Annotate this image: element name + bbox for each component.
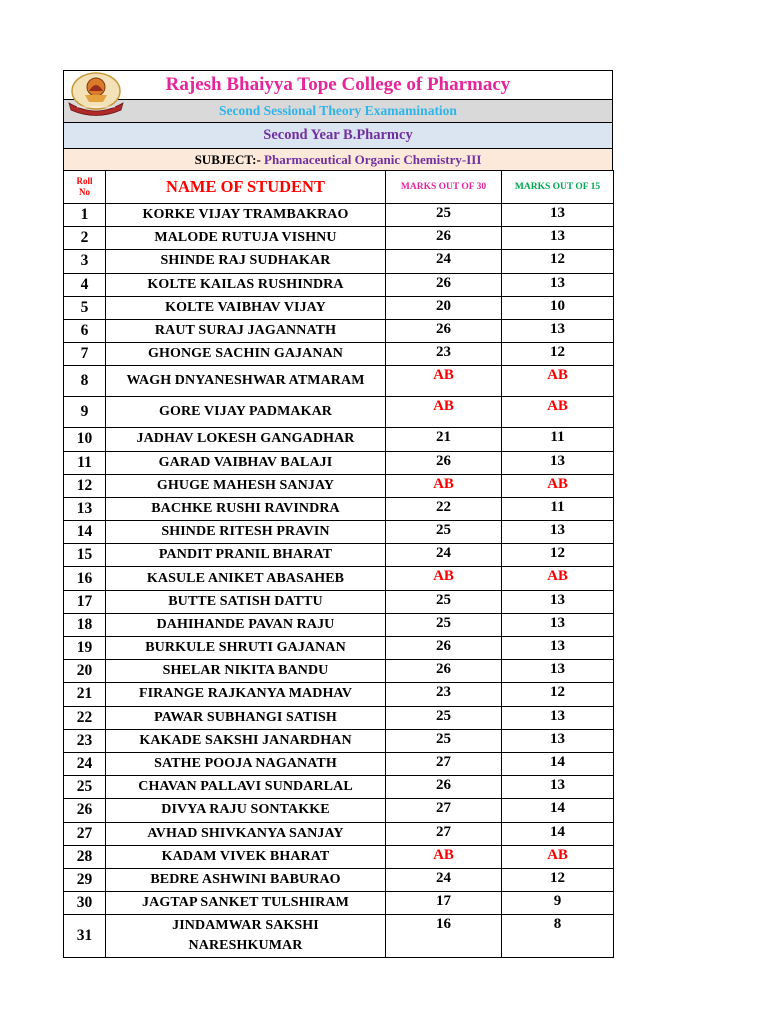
table-row	[64, 729, 614, 752]
student-name: BUTTE SATISH DATTU	[106, 590, 386, 613]
marks-out-of-30: 25	[386, 729, 502, 752]
table-row	[64, 296, 614, 319]
marks-out-of-30: 26	[386, 776, 502, 799]
student-name: KADAM VIVEK BHARAT	[106, 845, 386, 868]
student-name	[106, 915, 386, 958]
marks-out-of-15: 13	[502, 590, 614, 613]
marks-out-of-15: 14	[502, 799, 614, 822]
student-name: PANDIT PRANIL BHARAT	[106, 544, 386, 567]
table-row	[64, 497, 614, 520]
table-row	[64, 845, 614, 868]
table-row	[64, 752, 614, 775]
result-sheet	[63, 70, 613, 958]
marks-out-of-15: 12	[502, 250, 614, 273]
marks-out-of-30: 26	[386, 273, 502, 296]
marks15-header: MARKS OUT OF 15	[502, 171, 614, 204]
roll-number: 16	[64, 567, 106, 590]
table-row	[64, 776, 614, 799]
table-row	[64, 660, 614, 683]
marks-out-of-30: 16	[386, 915, 502, 958]
roll-number: 12	[64, 474, 106, 497]
student-name: RAUT SURAJ JAGANNATH	[106, 319, 386, 342]
marks-out-of-15: AB	[502, 474, 614, 497]
student-name: KORKE VIJAY TRAMBAKRAO	[106, 204, 386, 227]
roll-number: 6	[64, 319, 106, 342]
roll-number: 25	[64, 776, 106, 799]
table-row	[64, 683, 614, 706]
student-name: MALODE RUTUJA VISHNU	[106, 227, 386, 250]
marks-out-of-15: 12	[502, 683, 614, 706]
marks-out-of-30: AB	[386, 366, 502, 397]
marks-out-of-15: 10	[502, 296, 614, 319]
marks-out-of-30: 20	[386, 296, 502, 319]
marks-out-of-30: 26	[386, 451, 502, 474]
marks-out-of-30: 25	[386, 204, 502, 227]
roll-number: 13	[64, 497, 106, 520]
table-row	[64, 428, 614, 451]
student-name: FIRANGE RAJKANYA MADHAV	[106, 683, 386, 706]
marks-out-of-15: 13	[502, 706, 614, 729]
marks30-header: MARKS OUT OF 30	[386, 171, 502, 204]
student-name-line1: JINDAMWAR SAKSHI	[172, 918, 319, 934]
roll-number: 22	[64, 706, 106, 729]
marks-out-of-30: AB	[386, 845, 502, 868]
table-row	[64, 868, 614, 891]
marks-out-of-15: 13	[502, 227, 614, 250]
table-row	[64, 204, 614, 227]
roll-number: 31	[64, 915, 106, 958]
marks-out-of-30: 24	[386, 250, 502, 273]
marks-out-of-15: 13	[502, 521, 614, 544]
subject-line	[64, 149, 612, 170]
roll-number: 30	[64, 892, 106, 915]
roll-number: 10	[64, 428, 106, 451]
marks-out-of-30: AB	[386, 567, 502, 590]
table-row	[64, 227, 614, 250]
marks-out-of-30: 24	[386, 868, 502, 891]
marks-out-of-15: 13	[502, 613, 614, 636]
roll-number: 8	[64, 366, 106, 397]
student-name: AVHAD SHIVKANYA SANJAY	[106, 822, 386, 845]
marks-out-of-15: 11	[502, 428, 614, 451]
roll-number: 14	[64, 521, 106, 544]
marks-out-of-30: 25	[386, 521, 502, 544]
table-row	[64, 474, 614, 497]
marks-out-of-15: 13	[502, 729, 614, 752]
roll-number: 4	[64, 273, 106, 296]
table-row	[64, 706, 614, 729]
subject-name: Pharmaceutical Organic Chemistry-III	[264, 152, 482, 167]
table-row	[64, 822, 614, 845]
student-name: JAGTAP SANKET TULSHIRAM	[106, 892, 386, 915]
marks-out-of-30: 25	[386, 706, 502, 729]
roll-header	[64, 171, 106, 204]
student-name: JADHAV LOKESH GANGADHAR	[106, 428, 386, 451]
student-rows	[64, 204, 614, 958]
student-name: CHAVAN PALLAVI SUNDARLAL	[106, 776, 386, 799]
table-row	[64, 637, 614, 660]
table-row	[64, 250, 614, 273]
marks-out-of-15: 13	[502, 273, 614, 296]
marks-out-of-15: 14	[502, 822, 614, 845]
roll-number: 19	[64, 637, 106, 660]
roll-number: 9	[64, 397, 106, 428]
student-name: BACHKE RUSHI RAVINDRA	[106, 497, 386, 520]
marks-out-of-30: 27	[386, 799, 502, 822]
marks-out-of-15: 12	[502, 343, 614, 366]
roll-number: 18	[64, 613, 106, 636]
exam-title: Second Sessional Theory Examamination	[64, 99, 612, 122]
roll-header-line2: No	[79, 187, 90, 197]
name-header: NAME OF STUDENT	[106, 171, 386, 204]
student-name: GORE VIJAY PADMAKAR	[106, 397, 386, 428]
student-name: SHINDE RITESH PRAVIN	[106, 521, 386, 544]
student-name: DIVYA RAJU SONTAKKE	[106, 799, 386, 822]
roll-number: 3	[64, 250, 106, 273]
student-name: BURKULE SHRUTI GAJANAN	[106, 637, 386, 660]
marks-out-of-30: 24	[386, 544, 502, 567]
student-name: WAGH DNYANESHWAR ATMARAM	[106, 366, 386, 397]
marks-out-of-30: 26	[386, 319, 502, 342]
roll-number: 26	[64, 799, 106, 822]
roll-number: 29	[64, 868, 106, 891]
marks-out-of-30: 25	[386, 613, 502, 636]
marks-out-of-30: 17	[386, 892, 502, 915]
marks-out-of-30: 27	[386, 752, 502, 775]
marks-out-of-15: 12	[502, 868, 614, 891]
subject-label: SUBJECT:-	[194, 152, 261, 167]
table-row	[64, 451, 614, 474]
roll-header-line1: Roll	[76, 176, 93, 186]
student-name: KAKADE SAKSHI JANARDHAN	[106, 729, 386, 752]
roll-number: 23	[64, 729, 106, 752]
roll-number: 21	[64, 683, 106, 706]
table-row	[64, 590, 614, 613]
table-row	[64, 799, 614, 822]
student-name: SHELAR NIKITA BANDU	[106, 660, 386, 683]
roll-number: 11	[64, 451, 106, 474]
student-name: GARAD VAIBHAV BALAJI	[106, 451, 386, 474]
college-title: Rajesh Bhaiyya Tope College of Pharmacy	[64, 71, 612, 99]
table-row	[64, 915, 614, 958]
roll-number: 28	[64, 845, 106, 868]
marks-out-of-15: 13	[502, 776, 614, 799]
table-row	[64, 544, 614, 567]
marks-out-of-30: AB	[386, 474, 502, 497]
student-name: GHONGE SACHIN GAJANAN	[106, 343, 386, 366]
roll-number: 20	[64, 660, 106, 683]
roll-number: 2	[64, 227, 106, 250]
table-row	[64, 521, 614, 544]
marks-out-of-30: 21	[386, 428, 502, 451]
marks-table	[63, 170, 614, 958]
marks-out-of-30: 26	[386, 660, 502, 683]
marks-out-of-15: 11	[502, 497, 614, 520]
marks-out-of-30: 26	[386, 227, 502, 250]
marks-out-of-30: 23	[386, 343, 502, 366]
student-name: SHINDE RAJ SUDHAKAR	[106, 250, 386, 273]
marks-out-of-15: AB	[502, 845, 614, 868]
table-row	[64, 397, 614, 428]
marks-out-of-15: 12	[502, 544, 614, 567]
roll-number: 1	[64, 204, 106, 227]
marks-out-of-30: 22	[386, 497, 502, 520]
table-row	[64, 613, 614, 636]
roll-number: 5	[64, 296, 106, 319]
roll-number: 24	[64, 752, 106, 775]
roll-number: 7	[64, 343, 106, 366]
roll-number: 15	[64, 544, 106, 567]
student-name: KASULE ANIKET ABASAHEB	[106, 567, 386, 590]
table-row	[64, 319, 614, 342]
marks-out-of-30: 27	[386, 822, 502, 845]
student-name: KOLTE VAIBHAV VIJAY	[106, 296, 386, 319]
student-name: PAWAR SUBHANGI SATISH	[106, 706, 386, 729]
marks-out-of-30: AB	[386, 397, 502, 428]
marks-out-of-15: 9	[502, 892, 614, 915]
marks-out-of-15: 13	[502, 204, 614, 227]
student-name-line2: NARESHKUMAR	[188, 938, 303, 954]
table-row	[64, 343, 614, 366]
marks-out-of-15: 13	[502, 637, 614, 660]
marks-out-of-30: 23	[386, 683, 502, 706]
marks-out-of-30: 26	[386, 637, 502, 660]
student-name: SATHE POOJA NAGANATH	[106, 752, 386, 775]
marks-out-of-15: 14	[502, 752, 614, 775]
table-row	[64, 366, 614, 397]
student-name: GHUGE MAHESH SANJAY	[106, 474, 386, 497]
marks-out-of-15: AB	[502, 567, 614, 590]
table-row	[64, 567, 614, 590]
marks-out-of-15: 13	[502, 451, 614, 474]
marks-out-of-15: 13	[502, 319, 614, 342]
roll-number: 27	[64, 822, 106, 845]
marks-out-of-15: 13	[502, 660, 614, 683]
sheet-header	[63, 70, 613, 170]
student-name: BEDRE ASHWINI BABURAO	[106, 868, 386, 891]
student-name: KOLTE KAILAS RUSHINDRA	[106, 273, 386, 296]
year-title: Second Year B.Pharmcy	[64, 122, 612, 149]
table-row	[64, 273, 614, 296]
marks-out-of-15: AB	[502, 366, 614, 397]
student-name: DAHIHANDE PAVAN RAJU	[106, 613, 386, 636]
table-row	[64, 892, 614, 915]
table-header-row	[64, 171, 614, 204]
roll-number: 17	[64, 590, 106, 613]
marks-out-of-15: 8	[502, 915, 614, 958]
marks-out-of-30: 25	[386, 590, 502, 613]
college-logo-icon	[63, 69, 129, 117]
marks-out-of-15: AB	[502, 397, 614, 428]
